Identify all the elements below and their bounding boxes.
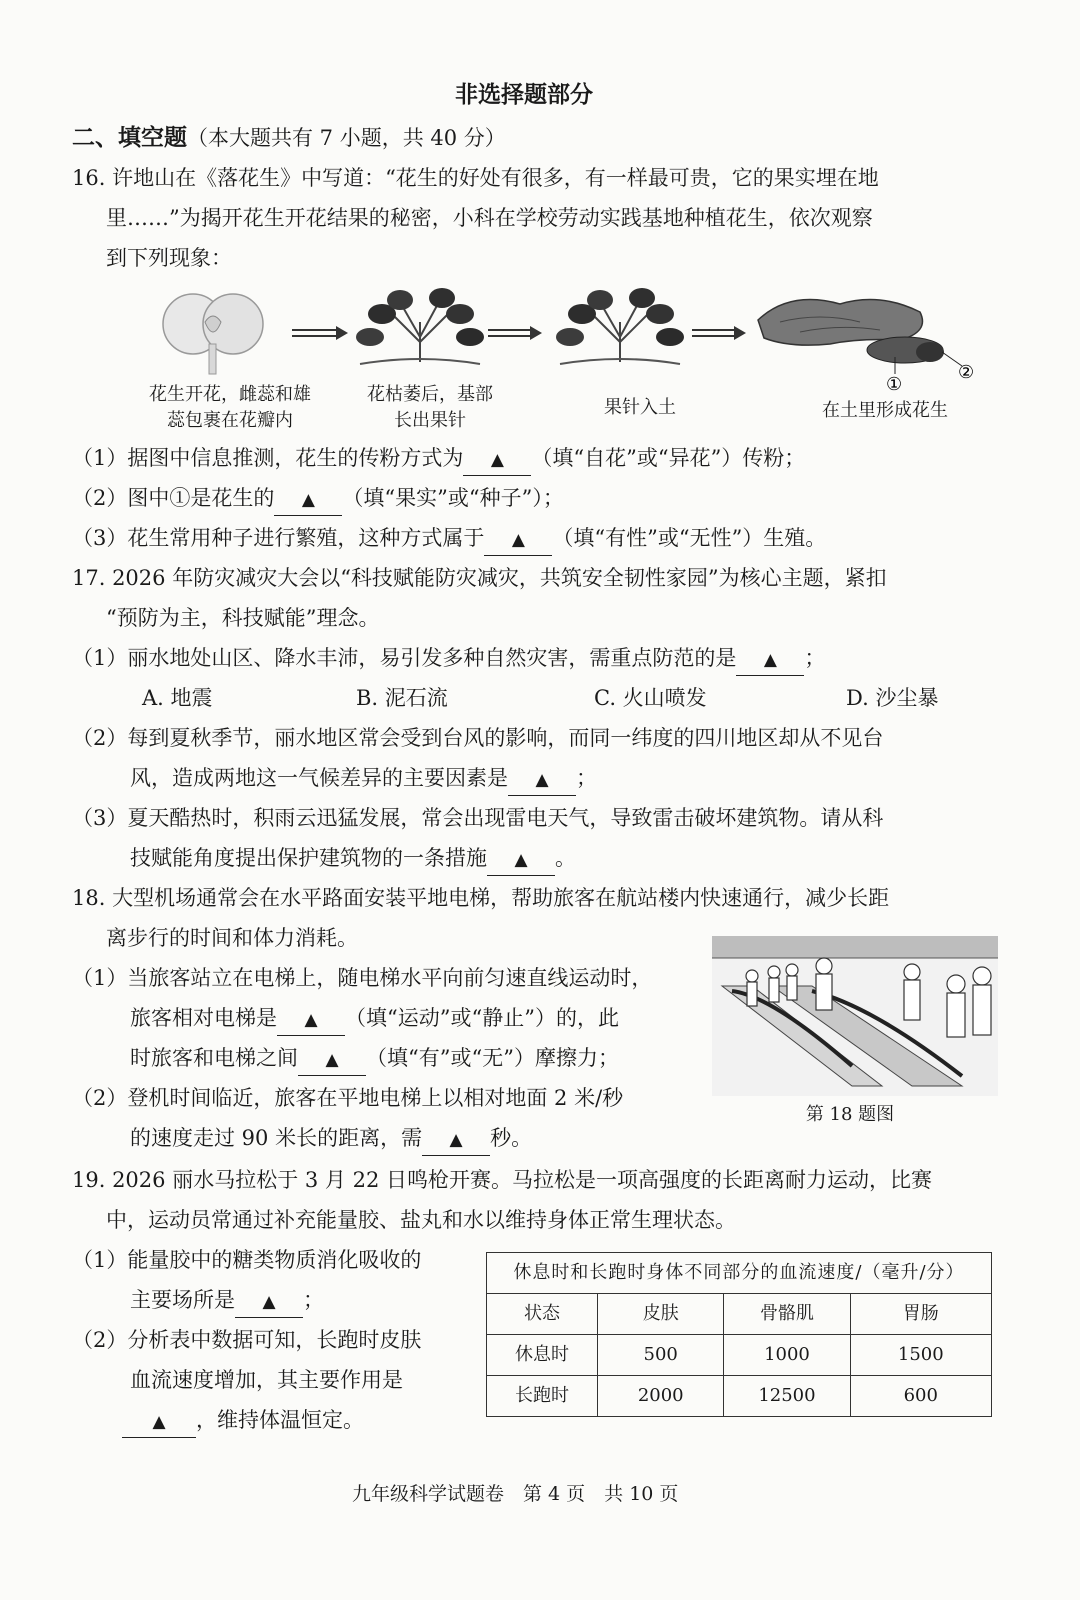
answer-blank[interactable]: ▲ bbox=[508, 763, 576, 796]
escalator-illustration bbox=[712, 936, 998, 1096]
table-header: 状态 bbox=[487, 1294, 598, 1335]
caption-wilt-1: 花枯萎后，基部 bbox=[367, 384, 493, 405]
q16-line3: 到下列现象： bbox=[106, 246, 232, 270]
figure-caption: 第 18 题图 bbox=[805, 1104, 895, 1125]
answer-blank[interactable]: ▲ bbox=[298, 1043, 366, 1076]
option-b[interactable]: B. 泥石流 bbox=[356, 686, 448, 710]
answer-blank[interactable]: ▲ bbox=[484, 523, 552, 556]
table-cell: 1500 bbox=[850, 1335, 991, 1376]
section-label: 二、填空题 bbox=[72, 124, 187, 151]
q17-sub2-line1: （2）每到夏秋季节，丽水地区常会受到台风的影响，而同一纬度的四川地区却从不见台 bbox=[72, 726, 884, 750]
answer-blank[interactable]: ▲ bbox=[235, 1285, 303, 1318]
caption-flower-1: 花生开花，雌蕊和雄 bbox=[149, 384, 311, 405]
option-c[interactable]: C. 火山喷发 bbox=[594, 686, 707, 710]
caption-pod: 在土里形成花生 bbox=[822, 400, 948, 421]
q16-sub1: （1）据图中信息推测，花生的传粉方式为 ▲ （填“自花”或“异花”）传粉； bbox=[72, 438, 805, 478]
q18-sub1-line2: 旅客相对电梯是 ▲ （填“运动”或“静止”）的，此 bbox=[130, 998, 619, 1038]
q17-sub3-line2: 技赋能角度提出保护建筑物的一条措施 ▲ 。 bbox=[130, 838, 576, 878]
peanut-flower-illustration bbox=[163, 294, 263, 374]
answer-blank[interactable]: ▲ bbox=[736, 643, 804, 676]
caption-flower-2: 蕊包裹在花瓣内 bbox=[167, 410, 293, 431]
page-footer: 九年级科学试题卷 第 4 页 共 10 页 bbox=[352, 1483, 679, 1505]
answer-blank[interactable]: ▲ bbox=[422, 1123, 490, 1156]
answer-blank[interactable]: ▲ bbox=[122, 1405, 196, 1438]
caption-wilt-2: 长出果针 bbox=[394, 410, 466, 431]
q18-line1: 18. 大型机场通常会在水平路面安装平地电梯，帮助旅客在航站楼内快速通行，减少长距 bbox=[72, 886, 890, 910]
peanut-plant-illustration bbox=[356, 288, 484, 364]
q19-line2: 中，运动员常通过补充能量胶、盐丸和水以维持身体正常生理状态。 bbox=[106, 1208, 736, 1232]
q19-line1: 19. 2026 丽水马拉松于 3 月 22 日鸣枪开赛。马拉松是一项高强度的长距离耐力运动，比赛 bbox=[72, 1168, 932, 1192]
answer-blank[interactable]: ▲ bbox=[487, 843, 555, 876]
table-row bbox=[487, 1335, 992, 1376]
q19-sub1-line1: （1）能量胶中的糖类物质消化吸收的 bbox=[72, 1248, 422, 1272]
q19-sub2-line1: （2）分析表中数据可知，长跑时皮肤 bbox=[72, 1328, 422, 1352]
table-cell: 长跑时 bbox=[487, 1376, 598, 1417]
q18-sub1-line3: 时旅客和电梯之间 ▲ （填“有”或“无”）摩擦力； bbox=[130, 1038, 619, 1078]
label-mark-1: ① bbox=[886, 374, 903, 395]
q16-sub3: （3）花生常用种子进行繁殖，这种方式属于 ▲ （填“有性”或“无性”）生殖。 bbox=[72, 518, 826, 558]
table-header-row bbox=[487, 1294, 992, 1335]
page-title: 非选择题部分 bbox=[455, 81, 593, 108]
q16-sub2: （2）图中①是花生的 ▲ （填“果实”或“种子”）； bbox=[72, 478, 564, 518]
q17-sub3-line1: （3）夏天酷热时，积雨云迅猛发展，常会出现雷电天气，导致雷击破坏建筑物。请从科 bbox=[72, 806, 884, 830]
q19-sub1-line2: 主要场所是 ▲ ； bbox=[130, 1280, 324, 1320]
caption-peg: 果针入土 bbox=[604, 397, 676, 418]
q18-sub2-line2: 的速度走过 90 米长的距离，需 ▲ 秒。 bbox=[130, 1118, 532, 1158]
arrow-icon bbox=[292, 326, 348, 340]
table-header: 胃肠 bbox=[850, 1294, 991, 1335]
table-row bbox=[487, 1376, 992, 1417]
blood-flow-table bbox=[486, 1252, 992, 1417]
arrow-icon bbox=[692, 326, 746, 340]
section-note: （本大题共有 7 小题，共 40 分） bbox=[187, 126, 506, 150]
q18-sub1-line1: （1）当旅客站立在电梯上，随电梯水平向前匀速直线运动时， bbox=[72, 966, 653, 990]
arrow-icon bbox=[488, 326, 542, 340]
table-header: 皮肤 bbox=[598, 1294, 724, 1335]
q17-sub1: （1）丽水地处山区、降水丰沛，易引发多种自然灾害，需重点防范的是 ▲ ； bbox=[72, 638, 825, 678]
table-cell: 600 bbox=[850, 1376, 991, 1417]
q17-sub2-line2: 风，造成两地这一气候差异的主要因素是 ▲ ； bbox=[130, 758, 597, 798]
table-cell: 2000 bbox=[598, 1376, 724, 1417]
answer-blank[interactable]: ▲ bbox=[274, 483, 342, 516]
q16-line1: 16. 许地山在《落花生》中写道：“花生的好处有很多，有一样最可贵，它的果实埋在地 bbox=[72, 166, 879, 190]
table-cell: 500 bbox=[598, 1335, 724, 1376]
q18-sub2-line1: （2）登机时间临近，旅客在平地电梯上以相对地面 2 米/秒 bbox=[72, 1086, 624, 1110]
table-cell: 休息时 bbox=[487, 1335, 598, 1376]
q18-line2: 离步行的时间和体力消耗。 bbox=[106, 926, 358, 950]
q16-line2: 里……”为揭开花生开花结果的秘密，小科在学校劳动实践基地种植花生，依次观察 bbox=[106, 206, 873, 230]
section-heading bbox=[72, 118, 506, 158]
table-cell: 1000 bbox=[724, 1335, 850, 1376]
q17-line1: 17. 2026 年防灾减灾大会以“科技赋能防灾减灾，共筑安全韧性家园”为核心主题，紧扣 bbox=[72, 566, 887, 590]
q19-sub2-line2: 血流速度增加，其主要作用是 bbox=[130, 1368, 403, 1392]
q19-sub2-line3: ▲ ，维持体温恒定。 bbox=[122, 1400, 364, 1440]
q17-line2: “预防为主，科技赋能”理念。 bbox=[106, 606, 380, 630]
table-header: 骨骼肌 bbox=[724, 1294, 850, 1335]
peanut-plant-illustration bbox=[556, 288, 684, 364]
option-d[interactable]: D. 沙尘暴 bbox=[846, 686, 939, 710]
label-mark-2: ② bbox=[958, 362, 975, 383]
peanut-pod-illustration bbox=[758, 300, 962, 375]
answer-blank[interactable]: ▲ bbox=[463, 443, 531, 476]
answer-blank[interactable]: ▲ bbox=[277, 1003, 345, 1036]
table-caption: 休息时和长跑时身体不同部分的血流速度/（毫升/分） bbox=[487, 1253, 992, 1294]
option-a[interactable]: A. 地震 bbox=[142, 686, 213, 710]
table-cell: 12500 bbox=[724, 1376, 850, 1417]
